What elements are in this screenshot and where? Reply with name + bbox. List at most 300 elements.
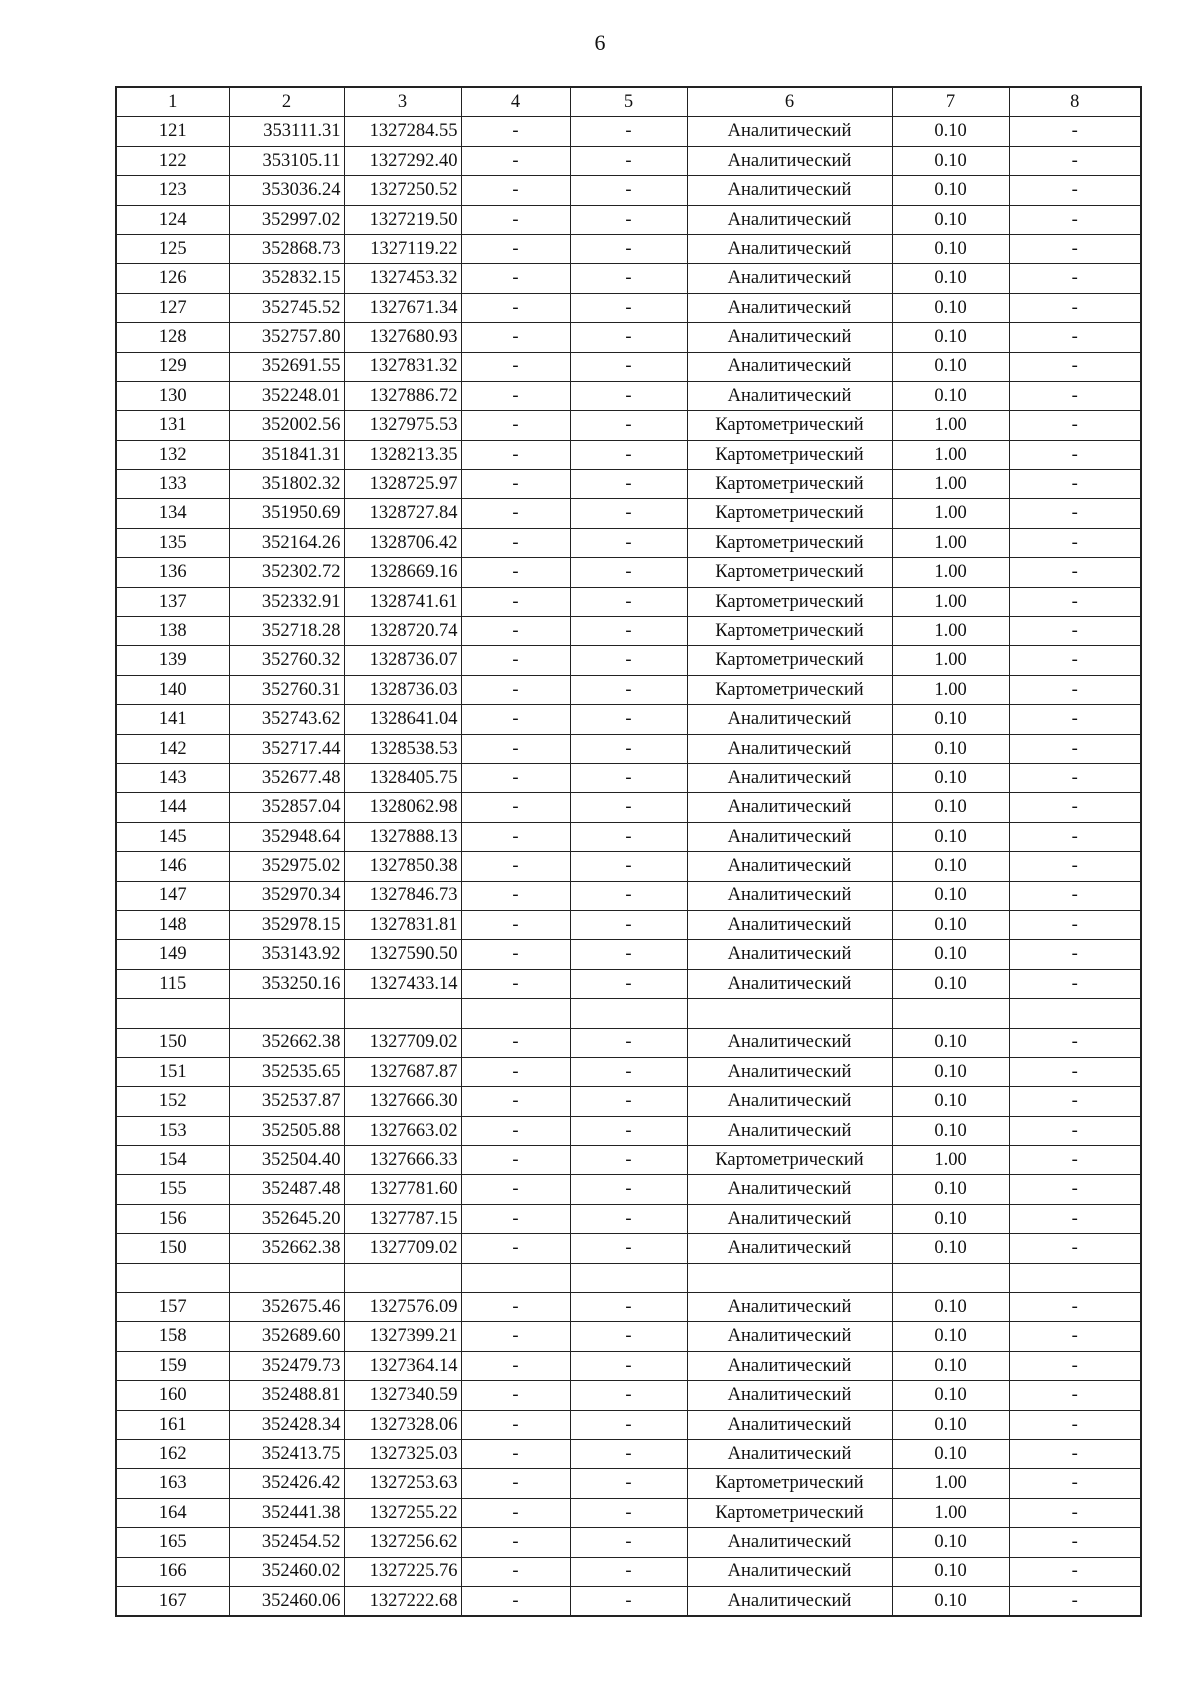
method-cell: Аналитический [687, 1351, 892, 1380]
table-row [116, 763, 1141, 792]
table-row [116, 940, 1141, 969]
accuracy-cell [892, 999, 1009, 1028]
column-8-cell: - [1009, 1469, 1141, 1498]
column-4-cell: - [461, 734, 570, 763]
column-4-cell: - [461, 910, 570, 939]
column-8-cell: - [1009, 381, 1141, 410]
column-8-cell: - [1009, 1028, 1141, 1057]
column-8-cell: - [1009, 146, 1141, 175]
column-8-cell: - [1009, 1116, 1141, 1145]
y-coordinate-cell: 1327253.63 [344, 1469, 461, 1498]
coordinates-table [115, 86, 1142, 1617]
y-coordinate-cell: 1328736.07 [344, 646, 461, 675]
method-cell: Картометрический [687, 528, 892, 557]
x-coordinate-cell: 352645.20 [229, 1204, 344, 1233]
point-number-cell: 124 [116, 205, 229, 234]
method-cell: Аналитический [687, 1586, 892, 1616]
column-8-cell: - [1009, 763, 1141, 792]
column-5-cell: - [570, 881, 687, 910]
column-8-cell: - [1009, 705, 1141, 734]
table-row [116, 822, 1141, 851]
y-coordinate-cell: 1327687.87 [344, 1057, 461, 1086]
column-8-cell: - [1009, 587, 1141, 616]
table-row [116, 793, 1141, 822]
point-number-cell: 146 [116, 852, 229, 881]
point-number-cell: 122 [116, 146, 229, 175]
x-coordinate-cell: 352677.48 [229, 763, 344, 792]
method-cell [687, 1263, 892, 1292]
column-8-cell: - [1009, 910, 1141, 939]
column-8-cell: - [1009, 646, 1141, 675]
x-coordinate-cell: 352691.55 [229, 352, 344, 381]
column-4-cell: - [461, 1557, 570, 1586]
y-coordinate-cell: 1327576.09 [344, 1293, 461, 1322]
point-number-cell: 137 [116, 587, 229, 616]
accuracy-cell: 0.10 [892, 852, 1009, 881]
point-number-cell: 141 [116, 705, 229, 734]
column-8-cell: - [1009, 117, 1141, 146]
point-number-cell: 163 [116, 1469, 229, 1498]
column-5-cell: - [570, 940, 687, 969]
method-cell: Аналитический [687, 1234, 892, 1263]
point-number-cell: 115 [116, 969, 229, 998]
y-coordinate-cell: 1328062.98 [344, 793, 461, 822]
accuracy-cell: 0.10 [892, 264, 1009, 293]
column-5-cell: - [570, 470, 687, 499]
method-cell: Картометрический [687, 617, 892, 646]
x-coordinate-cell: 352164.26 [229, 528, 344, 557]
accuracy-cell: 1.00 [892, 528, 1009, 557]
y-coordinate-cell: 1327219.50 [344, 205, 461, 234]
method-cell: Аналитический [687, 940, 892, 969]
point-number-cell: 134 [116, 499, 229, 528]
accuracy-cell: 0.10 [892, 1234, 1009, 1263]
accuracy-cell: 0.10 [892, 234, 1009, 263]
point-number-cell: 154 [116, 1146, 229, 1175]
table-row [116, 470, 1141, 499]
accuracy-cell: 0.10 [892, 1557, 1009, 1586]
accuracy-cell: 1.00 [892, 440, 1009, 469]
column-8-cell: - [1009, 1204, 1141, 1233]
accuracy-cell: 1.00 [892, 1498, 1009, 1527]
column-5-cell: - [570, 1116, 687, 1145]
column-4-cell: - [461, 176, 570, 205]
column-5-cell: - [570, 1057, 687, 1086]
column-5-cell: - [570, 381, 687, 410]
table-row [116, 1116, 1141, 1145]
table-row [116, 852, 1141, 881]
point-number-cell: 126 [116, 264, 229, 293]
column-8-cell: - [1009, 969, 1141, 998]
accuracy-cell: 0.10 [892, 1351, 1009, 1380]
column-header: 5 [570, 87, 687, 117]
column-4-cell: - [461, 205, 570, 234]
column-4-cell: - [461, 1351, 570, 1380]
point-number-cell: 132 [116, 440, 229, 469]
x-coordinate-cell: 352454.52 [229, 1528, 344, 1557]
point-number-cell: 145 [116, 822, 229, 851]
accuracy-cell: 1.00 [892, 470, 1009, 499]
column-4-cell: - [461, 381, 570, 410]
table-row [116, 558, 1141, 587]
column-4-cell: - [461, 1381, 570, 1410]
column-4-cell: - [461, 969, 570, 998]
method-cell: Аналитический [687, 1557, 892, 1586]
page-number: 6 [594, 30, 606, 55]
column-5-cell: - [570, 587, 687, 616]
column-5-cell: - [570, 1439, 687, 1468]
accuracy-cell: 0.10 [892, 1381, 1009, 1410]
column-8-cell: - [1009, 1410, 1141, 1439]
accuracy-cell: 0.10 [892, 940, 1009, 969]
column-4-cell: - [461, 528, 570, 557]
accuracy-cell: 0.10 [892, 176, 1009, 205]
accuracy-cell: 0.10 [892, 1175, 1009, 1204]
column-8-cell: - [1009, 793, 1141, 822]
table-row [116, 352, 1141, 381]
column-4-cell: - [461, 264, 570, 293]
table-row [116, 117, 1141, 146]
y-coordinate-cell: 1328213.35 [344, 440, 461, 469]
method-cell: Картометрический [687, 499, 892, 528]
column-4-cell: - [461, 1175, 570, 1204]
table-row [116, 1234, 1141, 1263]
column-8-cell: - [1009, 881, 1141, 910]
column-5-cell: - [570, 910, 687, 939]
y-coordinate-cell: 1327666.33 [344, 1146, 461, 1175]
column-4-cell: - [461, 1116, 570, 1145]
accuracy-cell: 1.00 [892, 587, 1009, 616]
method-cell: Аналитический [687, 1028, 892, 1057]
table-row [116, 1439, 1141, 1468]
method-cell: Аналитический [687, 1057, 892, 1086]
x-coordinate-cell: 353143.92 [229, 940, 344, 969]
point-number-cell: 147 [116, 881, 229, 910]
table-row [116, 881, 1141, 910]
x-coordinate-cell: 351950.69 [229, 499, 344, 528]
accuracy-cell: 0.10 [892, 293, 1009, 322]
y-coordinate-cell: 1327663.02 [344, 1116, 461, 1145]
y-coordinate-cell: 1327325.03 [344, 1439, 461, 1468]
column-5-cell: - [570, 793, 687, 822]
y-coordinate-cell: 1327256.62 [344, 1528, 461, 1557]
column-5-cell: - [570, 176, 687, 205]
column-8-cell: - [1009, 411, 1141, 440]
column-4-cell: - [461, 852, 570, 881]
table-row [116, 1528, 1141, 1557]
column-8-cell: - [1009, 1087, 1141, 1116]
y-coordinate-cell: 1327340.59 [344, 1381, 461, 1410]
accuracy-cell: 1.00 [892, 675, 1009, 704]
method-cell: Аналитический [687, 1410, 892, 1439]
point-number-cell: 158 [116, 1322, 229, 1351]
accuracy-cell: 0.10 [892, 881, 1009, 910]
table-row [116, 205, 1141, 234]
x-coordinate-cell: 352978.15 [229, 910, 344, 939]
x-coordinate-cell: 352760.32 [229, 646, 344, 675]
table-row [116, 1469, 1141, 1498]
method-cell: Картометрический [687, 587, 892, 616]
column-5-cell: - [570, 763, 687, 792]
column-4-cell: - [461, 440, 570, 469]
column-8-cell: - [1009, 499, 1141, 528]
column-8-cell: - [1009, 1439, 1141, 1468]
y-coordinate-cell: 1327846.73 [344, 881, 461, 910]
point-number-cell: 153 [116, 1116, 229, 1145]
column-5-cell: - [570, 117, 687, 146]
y-coordinate-cell: 1328741.61 [344, 587, 461, 616]
y-coordinate-cell: 1327888.13 [344, 822, 461, 851]
x-coordinate-cell: 353036.24 [229, 176, 344, 205]
x-coordinate-cell: 352868.73 [229, 234, 344, 263]
y-coordinate-cell: 1327292.40 [344, 146, 461, 175]
y-coordinate-cell: 1328706.42 [344, 528, 461, 557]
column-8-cell: - [1009, 293, 1141, 322]
column-5-cell: - [570, 1557, 687, 1586]
y-coordinate-cell: 1328405.75 [344, 763, 461, 792]
point-number-cell: 152 [116, 1087, 229, 1116]
x-coordinate-cell: 353250.16 [229, 969, 344, 998]
accuracy-cell: 0.10 [892, 1528, 1009, 1557]
column-4-cell: - [461, 1234, 570, 1263]
y-coordinate-cell: 1328641.04 [344, 705, 461, 734]
column-8-cell: - [1009, 176, 1141, 205]
method-cell: Аналитический [687, 323, 892, 352]
table-row [116, 234, 1141, 263]
y-coordinate-cell: 1327975.53 [344, 411, 461, 440]
x-coordinate-cell: 352426.42 [229, 1469, 344, 1498]
point-number-cell [116, 999, 229, 1028]
method-cell: Аналитический [687, 1204, 892, 1233]
column-4-cell: - [461, 705, 570, 734]
column-5-cell: - [570, 1586, 687, 1616]
x-coordinate-cell: 352487.48 [229, 1175, 344, 1204]
y-coordinate-cell: 1327831.32 [344, 352, 461, 381]
column-header: 6 [687, 87, 892, 117]
y-coordinate-cell: 1327787.15 [344, 1204, 461, 1233]
y-coordinate-cell: 1327781.60 [344, 1175, 461, 1204]
method-cell: Картометрический [687, 558, 892, 587]
y-coordinate-cell: 1327590.50 [344, 940, 461, 969]
x-coordinate-cell: 353105.11 [229, 146, 344, 175]
y-coordinate-cell: 1327433.14 [344, 969, 461, 998]
x-coordinate-cell: 352857.04 [229, 793, 344, 822]
column-4-cell: - [461, 646, 570, 675]
column-5-cell: - [570, 646, 687, 675]
x-coordinate-cell: 352460.06 [229, 1586, 344, 1616]
column-8-cell: - [1009, 1351, 1141, 1380]
method-cell: Аналитический [687, 1087, 892, 1116]
method-cell: Картометрический [687, 470, 892, 499]
method-cell: Аналитический [687, 793, 892, 822]
y-coordinate-cell: 1327328.06 [344, 1410, 461, 1439]
table-row [116, 1175, 1141, 1204]
column-8-cell: - [1009, 1586, 1141, 1616]
column-8-cell: - [1009, 234, 1141, 263]
y-coordinate-cell: 1328727.84 [344, 499, 461, 528]
accuracy-cell: 0.10 [892, 763, 1009, 792]
y-coordinate-cell: 1327222.68 [344, 1586, 461, 1616]
column-5-cell: - [570, 1351, 687, 1380]
method-cell: Картометрический [687, 411, 892, 440]
column-8-cell: - [1009, 1322, 1141, 1351]
column-8-cell: - [1009, 1557, 1141, 1586]
column-4-cell: - [461, 1439, 570, 1468]
table-row [116, 1263, 1141, 1292]
y-coordinate-cell: 1327886.72 [344, 381, 461, 410]
method-cell: Аналитический [687, 293, 892, 322]
y-coordinate-cell: 1327399.21 [344, 1322, 461, 1351]
column-8-cell: - [1009, 1498, 1141, 1527]
column-8-cell: - [1009, 352, 1141, 381]
accuracy-cell: 1.00 [892, 646, 1009, 675]
table-row [116, 440, 1141, 469]
accuracy-cell: 0.10 [892, 822, 1009, 851]
table-row [116, 705, 1141, 734]
accuracy-cell [892, 1263, 1009, 1292]
table-row [116, 1293, 1141, 1322]
table-row [116, 910, 1141, 939]
column-5-cell: - [570, 323, 687, 352]
method-cell: Аналитический [687, 1116, 892, 1145]
point-number-cell: 167 [116, 1586, 229, 1616]
x-coordinate-cell: 352413.75 [229, 1439, 344, 1468]
x-coordinate-cell: 352537.87 [229, 1087, 344, 1116]
column-4-cell: - [461, 323, 570, 352]
point-number-cell: 150 [116, 1028, 229, 1057]
method-cell: Аналитический [687, 852, 892, 881]
x-coordinate-cell: 352717.44 [229, 734, 344, 763]
column-8-cell: - [1009, 1293, 1141, 1322]
column-4-cell: - [461, 1293, 570, 1322]
method-cell: Аналитический [687, 1322, 892, 1351]
table-row [116, 264, 1141, 293]
x-coordinate-cell: 352002.56 [229, 411, 344, 440]
accuracy-cell: 0.10 [892, 1322, 1009, 1351]
column-4-cell: - [461, 822, 570, 851]
column-5-cell: - [570, 822, 687, 851]
point-number-cell: 160 [116, 1381, 229, 1410]
accuracy-cell: 0.10 [892, 1586, 1009, 1616]
column-4-cell: - [461, 1204, 570, 1233]
column-header: 4 [461, 87, 570, 117]
table-row [116, 323, 1141, 352]
y-coordinate-cell: 1327284.55 [344, 117, 461, 146]
column-5-cell: - [570, 1234, 687, 1263]
table-row [116, 411, 1141, 440]
column-4-cell: - [461, 1498, 570, 1527]
column-5-cell: - [570, 1410, 687, 1439]
table-header [116, 87, 1141, 117]
column-5-cell: - [570, 969, 687, 998]
table-row [116, 617, 1141, 646]
column-5-cell [570, 999, 687, 1028]
column-8-cell: - [1009, 470, 1141, 499]
accuracy-cell: 0.10 [892, 793, 1009, 822]
column-8-cell: - [1009, 675, 1141, 704]
y-coordinate-cell: 1327680.93 [344, 323, 461, 352]
column-5-cell: - [570, 293, 687, 322]
y-coordinate-cell: 1327364.14 [344, 1351, 461, 1380]
column-5-cell: - [570, 1498, 687, 1527]
method-cell: Аналитический [687, 1528, 892, 1557]
column-8-cell: - [1009, 1057, 1141, 1086]
column-4-cell: - [461, 940, 570, 969]
point-number-cell: 162 [116, 1439, 229, 1468]
column-5-cell: - [570, 1528, 687, 1557]
header-row [116, 87, 1141, 117]
column-5-cell: - [570, 1146, 687, 1175]
table-row [116, 675, 1141, 704]
column-4-cell: - [461, 1410, 570, 1439]
method-cell: Аналитический [687, 969, 892, 998]
accuracy-cell: 1.00 [892, 1469, 1009, 1498]
column-5-cell: - [570, 411, 687, 440]
table-row [116, 999, 1141, 1028]
x-coordinate-cell: 352505.88 [229, 1116, 344, 1145]
table-row [116, 1146, 1141, 1175]
method-cell: Аналитический [687, 146, 892, 175]
table-row [116, 1057, 1141, 1086]
column-4-cell: - [461, 499, 570, 528]
method-cell: Аналитический [687, 264, 892, 293]
table-row [116, 587, 1141, 616]
x-coordinate-cell: 352745.52 [229, 293, 344, 322]
column-5-cell: - [570, 1204, 687, 1233]
accuracy-cell: 0.10 [892, 1087, 1009, 1116]
point-number-cell: 164 [116, 1498, 229, 1527]
y-coordinate-cell [344, 999, 461, 1028]
point-number-cell: 165 [116, 1528, 229, 1557]
column-5-cell: - [570, 675, 687, 704]
y-coordinate-cell [344, 1263, 461, 1292]
accuracy-cell: 0.10 [892, 969, 1009, 998]
point-number-cell: 129 [116, 352, 229, 381]
point-number-cell: 148 [116, 910, 229, 939]
accuracy-cell: 0.10 [892, 1410, 1009, 1439]
column-5-cell: - [570, 440, 687, 469]
column-8-cell: - [1009, 940, 1141, 969]
x-coordinate-cell: 352675.46 [229, 1293, 344, 1322]
table-row [116, 1410, 1141, 1439]
x-coordinate-cell: 352997.02 [229, 205, 344, 234]
method-cell: Картометрический [687, 1498, 892, 1527]
column-4-cell: - [461, 470, 570, 499]
table-row [116, 969, 1141, 998]
x-coordinate-cell: 352460.02 [229, 1557, 344, 1586]
table-row [116, 1028, 1141, 1057]
y-coordinate-cell: 1328538.53 [344, 734, 461, 763]
accuracy-cell: 0.10 [892, 205, 1009, 234]
y-coordinate-cell: 1327255.22 [344, 1498, 461, 1527]
method-cell: Аналитический [687, 1175, 892, 1204]
column-4-cell: - [461, 411, 570, 440]
column-4-cell: - [461, 352, 570, 381]
point-number-cell: 123 [116, 176, 229, 205]
accuracy-cell: 0.10 [892, 1028, 1009, 1057]
table-row [116, 381, 1141, 410]
point-number-cell: 139 [116, 646, 229, 675]
column-5-cell: - [570, 734, 687, 763]
y-coordinate-cell: 1327225.76 [344, 1557, 461, 1586]
y-coordinate-cell: 1327119.22 [344, 234, 461, 263]
table-row [116, 734, 1141, 763]
point-number-cell: 143 [116, 763, 229, 792]
column-8-cell: - [1009, 822, 1141, 851]
x-coordinate-cell [229, 999, 344, 1028]
table-row [116, 1586, 1141, 1616]
column-5-cell: - [570, 234, 687, 263]
